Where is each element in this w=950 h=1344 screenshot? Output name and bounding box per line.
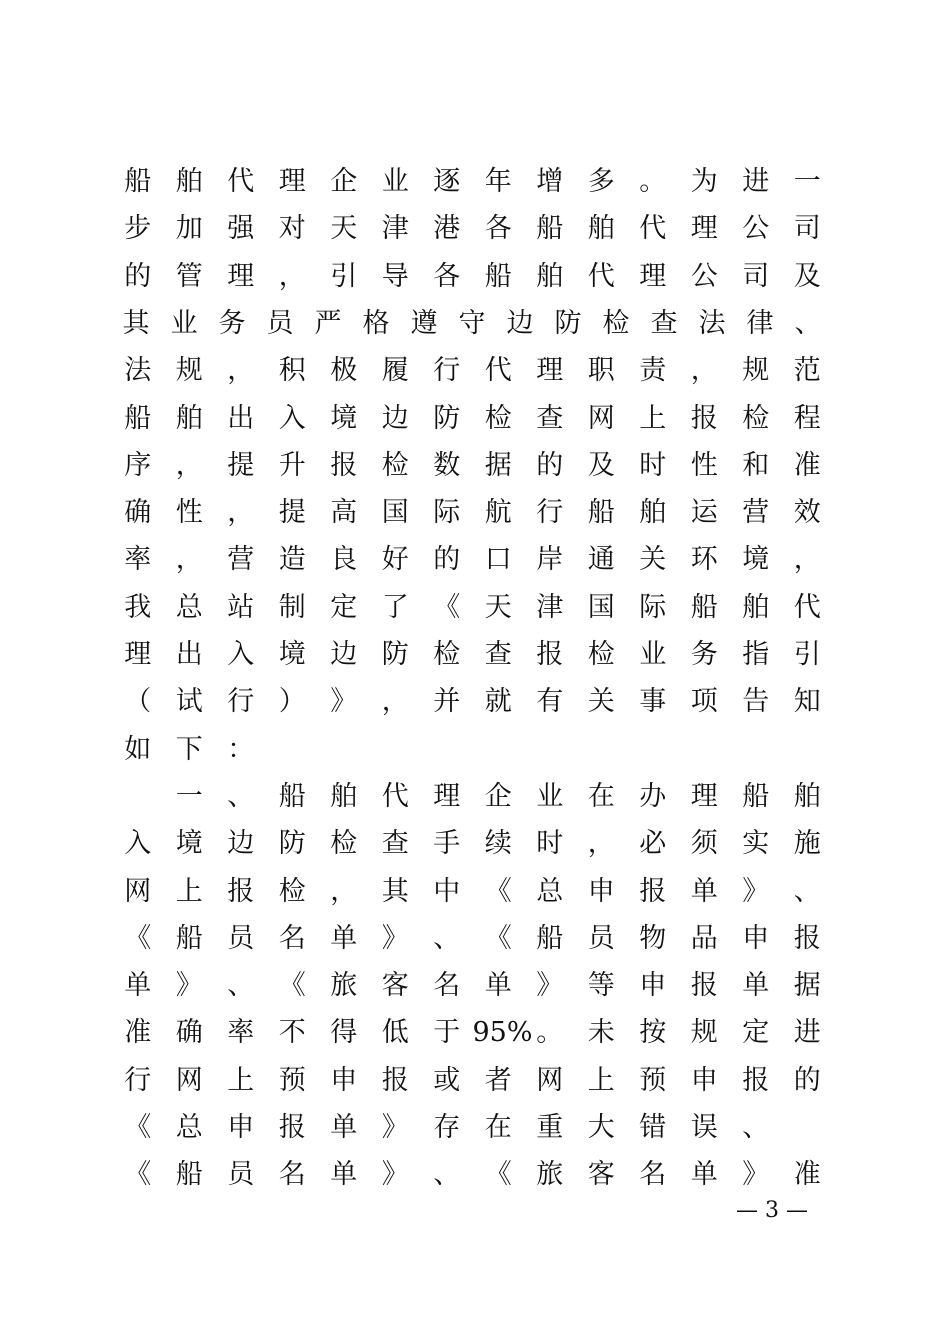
text-line: 行 网 上 预 申 报 或 者 网 上 预 申 报 的 <box>124 1064 821 1096</box>
page-number: — 3 — <box>736 1198 808 1223</box>
text-line: 确 性 ， 提 高 国 际 航 行 船 舶 运 营 效 <box>124 497 821 529</box>
text-line: 法 规 ， 积 极 履 行 代 理 职 责 ， 规 范 <box>124 355 821 387</box>
text-line: 单 》 、 《 旅 客 名 单 》 等 申 报 单 据 <box>124 970 821 1002</box>
text-line: 其 业 务 员 严 格 遵 守 边 防 检 查 法 律 、 <box>122 307 822 339</box>
text-line: 《 总 申 报 单 》 存 在 重 大 错 误 、 <box>124 1112 770 1143</box>
text-line: 理 出 入 境 边 防 检 查 报 检 业 务 指 引 <box>124 639 821 670</box>
text-line: 船 舶 出 入 境 边 防 检 查 网 上 报 检 程 <box>124 402 821 434</box>
text-line: （ 试 行 ） 》 ， 并 就 有 关 事 项 告 知 <box>124 686 821 718</box>
text-line: 入 境 边 防 检 查 手 续 时 ， 必 须 实 施 <box>124 828 821 860</box>
text-line: 步 加 强 对 天 津 港 各 船 舶 代 理 公 司 <box>124 213 821 245</box>
text-line: 序 ， 提 升 报 检 数 据 的 及 时 性 和 准 <box>124 449 821 481</box>
text-line: 网 上 报 检 ， 其 中 《 总 申 报 单 》 、 <box>124 875 821 907</box>
text-line: 《 船 员 名 单 》 、 《 船 员 物 品 申 报 <box>124 922 821 954</box>
text-line: 如 下 ： <box>124 733 255 765</box>
text-line: 率 ， 营 造 良 好 的 口 岸 通 关 环 境 ， <box>124 544 821 576</box>
text-line: 的 管 理 ， 引 导 各 船 舶 代 理 公 司 及 <box>124 260 821 292</box>
text-line: 《 船 员 名 单 》 、 《 旅 客 名 单 》 准 <box>124 1159 821 1191</box>
text-line: 船 舶 代 理 企 业 逐 年 增 多 。 为 进 一 <box>124 166 821 197</box>
text-line: 准 确 率 不 得 低 于 95% 。 未 按 规 定 进 <box>124 1017 821 1049</box>
text-line: 我 总 站 制 定 了 《 天 津 国 际 船 舶 代 <box>124 591 821 623</box>
text-line: 一 、 船 舶 代 理 企 业 在 办 理 船 舶 <box>175 780 821 812</box>
